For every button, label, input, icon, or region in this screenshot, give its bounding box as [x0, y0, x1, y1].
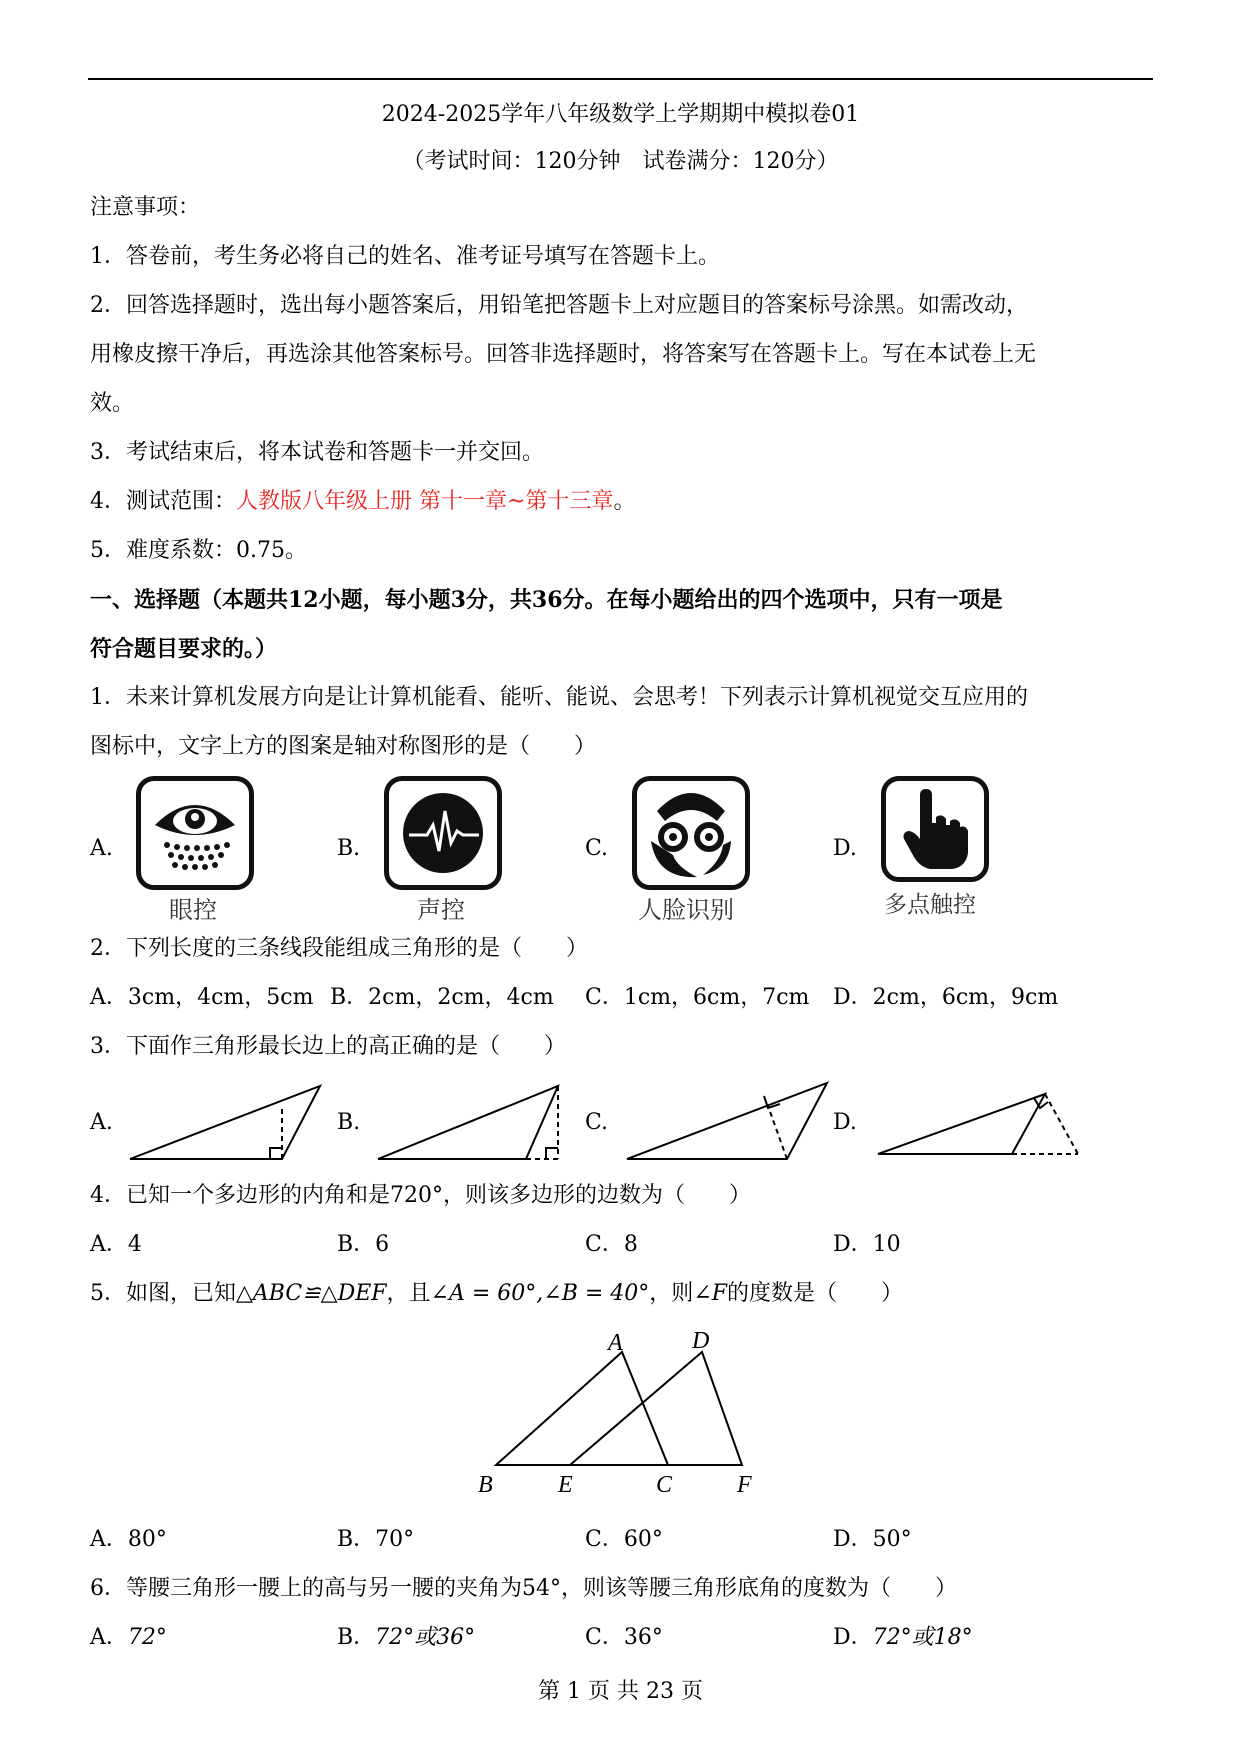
q4-option-d: D．10 — [833, 1232, 901, 1257]
q6-option-a-letter: A． — [90, 1625, 128, 1650]
q5-angle-expression: ∠A = 60°,∠B = 40° — [430, 1281, 650, 1306]
page-title: 2024-2025学年八年级数学上学期期中模拟卷01 — [381, 102, 860, 127]
label-b: B — [478, 1472, 493, 1498]
q4-option-a: A．4 — [90, 1232, 142, 1257]
q1-option-d-label: 多点触控 — [884, 892, 976, 918]
notice-item-4-prefix: 4．测试范围： — [90, 489, 236, 514]
notice-item-4-suffix: 。 — [613, 489, 636, 514]
eye-icon — [136, 776, 254, 890]
q3-altitude-c — [768, 1106, 787, 1159]
notice-item-1: 1．答卷前，考生务必将自己的姓名、准考证号填写在答题卡上。 — [90, 244, 720, 269]
q3-stem: 3．下面作三角形最长边上的高正确的是（ ） — [90, 1034, 566, 1059]
q2-option-d: D．2cm，6cm，9cm — [833, 985, 1059, 1010]
notice-item-2-line-1: 2．回答选择题时，选出每小题答案后，用铅笔把答题卡上对应题目的答案标号涂黑。如需改动， — [90, 293, 1029, 318]
waveform-icon — [384, 776, 502, 890]
q3-altitude-d — [1045, 1094, 1078, 1154]
label-d: D — [692, 1328, 710, 1354]
q2-option-b: B．2cm，2cm，4cm — [330, 985, 554, 1010]
q5-stem-mid: ，且 — [386, 1281, 431, 1306]
q1-option-d-letter: D. — [833, 836, 857, 861]
q6-option-d-letter: D． — [833, 1625, 873, 1650]
q5-stem-prefix: 5．如图，已知 — [90, 1281, 236, 1306]
q6-option-d — [833, 1623, 973, 1653]
q5-option-d: D．50° — [833, 1527, 912, 1552]
q5-option-a: A．80° — [90, 1527, 167, 1552]
label-e: E — [558, 1472, 573, 1498]
q4-option-b: B．6 — [337, 1232, 390, 1257]
notice-heading: 注意事项： — [90, 195, 201, 220]
q4-option-c: C．8 — [585, 1232, 638, 1257]
notice-item-5: 5．难度系数：0.75。 — [90, 538, 307, 563]
q3-option-b-letter: B. — [337, 1110, 361, 1135]
q2-option-a: A．3cm，4cm，5cm — [90, 985, 314, 1010]
face-recognition-icon — [632, 776, 750, 890]
page-subtitle: （考试时间：120分钟 试卷满分：120分） — [402, 149, 839, 174]
q6-option-b — [337, 1623, 475, 1653]
q6-option-d-value: 72°或18° — [872, 1625, 973, 1650]
q3-option-a-letter: A. — [90, 1110, 113, 1135]
notice-item-4 — [90, 487, 635, 517]
q1-option-a-label: 眼控 — [169, 896, 217, 924]
q6-stem: 6．等腰三角形一腰上的高与另一腰的夹角为54°，则该等腰三角形底角的度数为（ ） — [90, 1576, 957, 1601]
q5-stem-mid2: ，则 — [649, 1281, 694, 1306]
triangle-def — [570, 1352, 742, 1465]
section-1-heading-line-2: 符合题目要求的。） — [90, 636, 278, 662]
q3-right-angle-a — [270, 1148, 282, 1159]
q1-stem-line-2: 图标中，文字上方的图案是轴对称图形的是（ ） — [90, 734, 597, 759]
q5-angle-f: ∠F — [693, 1281, 728, 1306]
q3-option-c-letter: C. — [585, 1110, 609, 1135]
q3-triangle-a — [130, 1086, 320, 1159]
q1-option-b-letter: B. — [337, 836, 361, 861]
notice-item-2-line-3: 效。 — [90, 391, 135, 416]
q6-option-b-letter: B． — [337, 1625, 376, 1650]
q4-stem: 4．已知一个多边形的内角和是720°，则该多边形的边数为（ ） — [90, 1183, 751, 1208]
header-rule — [88, 78, 1153, 80]
q5-option-c: C．60° — [585, 1527, 663, 1552]
q3-triangle-c — [627, 1083, 827, 1159]
q2-option-c: C．1cm，6cm，7cm — [585, 985, 810, 1010]
q5-congruence-expression: △ABC≌△DEF — [236, 1281, 387, 1306]
q5-triangle-figure — [0, 1330, 1241, 1520]
q1-option-a-letter: A. — [90, 836, 113, 861]
q1-option-b-label: 声控 — [417, 896, 465, 924]
q6-option-b-value: 72°或36° — [375, 1625, 476, 1650]
q5-stem — [90, 1279, 903, 1309]
triangle-abc — [496, 1352, 668, 1465]
q1-stem-line-1: 1．未来计算机发展方向是让计算机能看、能听、能说、会思考！下列表示计算机视觉交互应用的 — [90, 685, 1029, 710]
q3-triangle-figures — [0, 1078, 1241, 1178]
notice-item-2-line-2: 用橡皮擦干净后，再选涂其他答案标号。回答非选择题时，将答案写在答题卡上。写在本试卷上无 — [90, 342, 1037, 367]
page-number: 第 1 页 共 23 页 — [538, 1679, 703, 1704]
q3-option-d-letter: D. — [833, 1110, 857, 1135]
q5-option-b: B．70° — [337, 1527, 415, 1552]
q1-option-c-letter: C. — [585, 836, 609, 861]
label-f: F — [737, 1472, 752, 1498]
q1-option-c-label: 人脸识别 — [638, 896, 734, 924]
section-1-heading-line-1: 一、选择题（本题共12小题，每小题3分，共36分。在每小题给出的四个选项中，只有一项是 — [90, 587, 1003, 613]
q3-triangle-b — [378, 1086, 558, 1159]
label-a: A — [608, 1330, 623, 1356]
q5-stem-suffix: 的度数是（ ） — [727, 1281, 904, 1306]
q2-stem: 2．下列长度的三条线段能组成三角形的是（ ） — [90, 936, 588, 961]
q6-option-a — [90, 1623, 167, 1653]
notice-test-range: 人教版八年级上册 第十一章~第十三章 — [236, 489, 614, 514]
hand-touch-icon — [881, 776, 989, 882]
q6-option-c: C．36° — [585, 1625, 663, 1650]
q3-triangle-d — [878, 1094, 1045, 1154]
notice-item-3: 3．考试结束后，将本试卷和答题卡一并交回。 — [90, 440, 544, 465]
q6-option-a-value: 72° — [127, 1625, 167, 1650]
q3-right-angle-b — [546, 1148, 558, 1159]
label-c: C — [656, 1472, 673, 1498]
